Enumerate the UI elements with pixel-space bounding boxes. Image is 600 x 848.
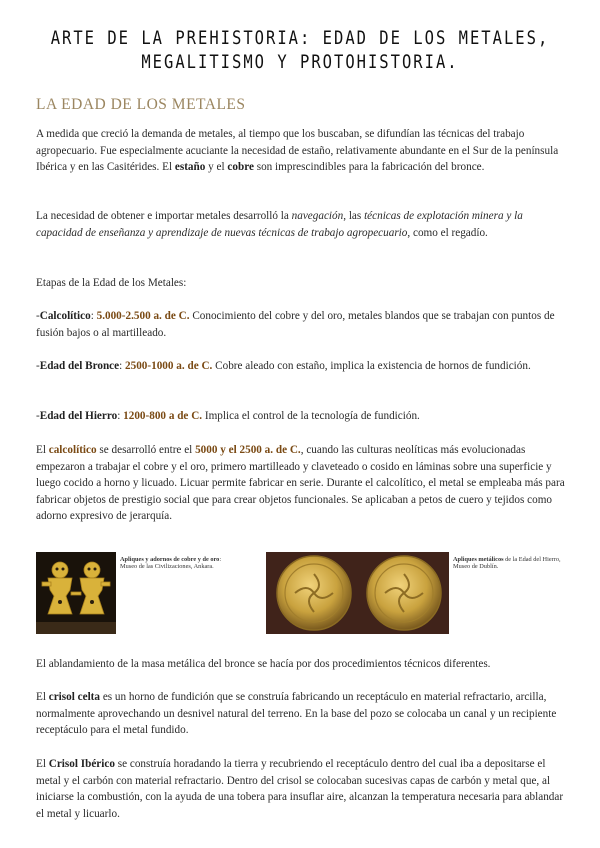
dash: - xyxy=(36,360,40,372)
text-run: El xyxy=(36,758,49,770)
dash: - xyxy=(36,410,40,422)
italic-tecnicas: técnicas de explotación minera y la capacidad de enseñanza y aprendizaje de nuevas técnicas de trabajo agropecuario xyxy=(36,210,523,239)
section-heading: LA EDAD DE LOS METALES xyxy=(36,96,246,113)
stage-hierro xyxy=(36,408,566,425)
paragraph-crisol-iberico xyxy=(36,756,566,822)
stage-dates: 2500-1000 a. de C. xyxy=(125,360,213,372)
dates-calcolitico: 5000 y el 2500 a. de C. xyxy=(195,444,301,456)
text-run: es un horno de fundición que se construía fabricando un receptáculo en material refractario, arcilla, normalmente aprovechando un desnivel natural del terreno. En la base del pozo se colocaba un canal y un recipiente receptáculo para el metal fundido. xyxy=(36,691,557,737)
separator: : xyxy=(90,310,97,322)
text-run: , las xyxy=(343,210,365,222)
text-run: se construía horadando la tierra y recubriendo el receptáculo dentro del cual iba a depositarse el metal y el carbón con material refractario. Dentro del crisol se colocaban sucesivas capas de carbón y metal que, al iniciarse la combustión, con la ayuda de una tobera para insuflar aire, alcanzan la temperatura necesaria para ablandar el metal y licuarlo. xyxy=(36,758,564,820)
term-estano: estaño xyxy=(174,161,206,174)
text-run: El xyxy=(36,444,49,456)
caption-title: Apliques y adornos de cobre y de oro xyxy=(120,556,220,563)
text-run: El xyxy=(36,691,49,703)
separator: : xyxy=(117,410,124,422)
text-run: son imprescindibles para la fabricación del bronce. xyxy=(253,161,485,174)
stage-dates: 5.000-2.500 a. de C. xyxy=(96,310,190,322)
text-run: La necesidad de obtener e importar metales desarrolló la xyxy=(36,210,292,222)
caption-apliques-ankara xyxy=(120,556,224,570)
separator: : xyxy=(119,360,126,372)
stage-name: Edad del Bronce xyxy=(39,360,120,372)
text-run: , como el regadío. xyxy=(407,226,488,239)
paragraph-intro xyxy=(36,126,566,176)
dash: - xyxy=(36,310,40,322)
term-cobre: cobre xyxy=(227,161,254,174)
caption-text: : Museo de las Civilizaciones, Ankara. xyxy=(120,556,222,571)
text-run: y el xyxy=(205,161,228,174)
text-run: , cuando las culturas neolíticas más evolucionadas empezaron a trabajar el cobre y el oro, primero martilleado y claveteado o cosido en láminas sobre una superficie y luego cocido a horno y licuado. Licuar permite fabricar en serie. Durante el calcolítico, el metal se empleaba más para fabricar objetos de prestigio social que para crear objetos funcionales. Se aplicaban a petos de cuero y tejidos como adorno expresivo de jerarquía. xyxy=(36,444,565,523)
caption-apliques-dublin xyxy=(453,556,563,570)
stage-dates: 1200-800 a de C. xyxy=(123,410,203,422)
gold-idols-image xyxy=(36,552,116,634)
document-title: ARTE DE LA PREHISTORIA: EDAD DE LOS METALES, MEGALITISMO Y PROTOHISTORIA. xyxy=(50,27,550,73)
text-run: A medida que creció la demanda de metales, al tiempo que los buscaban, se difundían las técnicas del trabajo agropecuario. Fue especialmente acuciante la necesidad de estaño, relativamente abundante en el Sur de la península Ibérica y en las Casitérides. El xyxy=(36,128,559,174)
term-crisol-iberico: Crisol Ibérico xyxy=(48,758,115,770)
paragraph-stages-intro: Etapas de la Edad de los Metales: xyxy=(36,277,187,289)
stage-description: Cobre aleado con estaño, implica la existencia de hornos de fundición. xyxy=(212,360,531,372)
italic-navegacion: navegación xyxy=(291,210,344,222)
text-run: se desarrolló entre el xyxy=(96,444,196,456)
paragraph-navigation xyxy=(36,208,566,241)
paragraph-ablandamiento: El ablandamiento de la masa metálica del bronce se hacía por dos procedimientos técnicos diferentes. xyxy=(36,658,491,670)
caption-title: Apliques metálicos xyxy=(453,556,504,563)
figure-apliques-dublin xyxy=(266,552,449,634)
stage-name: Calcolítico xyxy=(39,310,91,322)
stage-name: Edad del Hierro xyxy=(39,410,118,422)
caption-text: de la Edad del Hierro, Museo de Dublín. xyxy=(453,556,561,571)
gold-discs-image xyxy=(266,552,449,634)
stage-calcolitico xyxy=(36,308,566,341)
paragraph-calcolitico xyxy=(36,442,566,525)
paragraph-crisol-celta xyxy=(36,689,566,739)
figure-apliques-ankara xyxy=(36,552,116,634)
term-calcolitico: calcolítico xyxy=(48,444,97,456)
term-crisol-celta: crisol celta xyxy=(48,691,101,703)
stage-bronce xyxy=(36,358,566,375)
stage-description: Implica el control de la tecnología de fundición. xyxy=(202,410,420,422)
stage-description: Conocimiento del cobre y del oro, metales blandos que se trabajan con puntos de fusión bajos o al martilleado. xyxy=(36,310,555,339)
